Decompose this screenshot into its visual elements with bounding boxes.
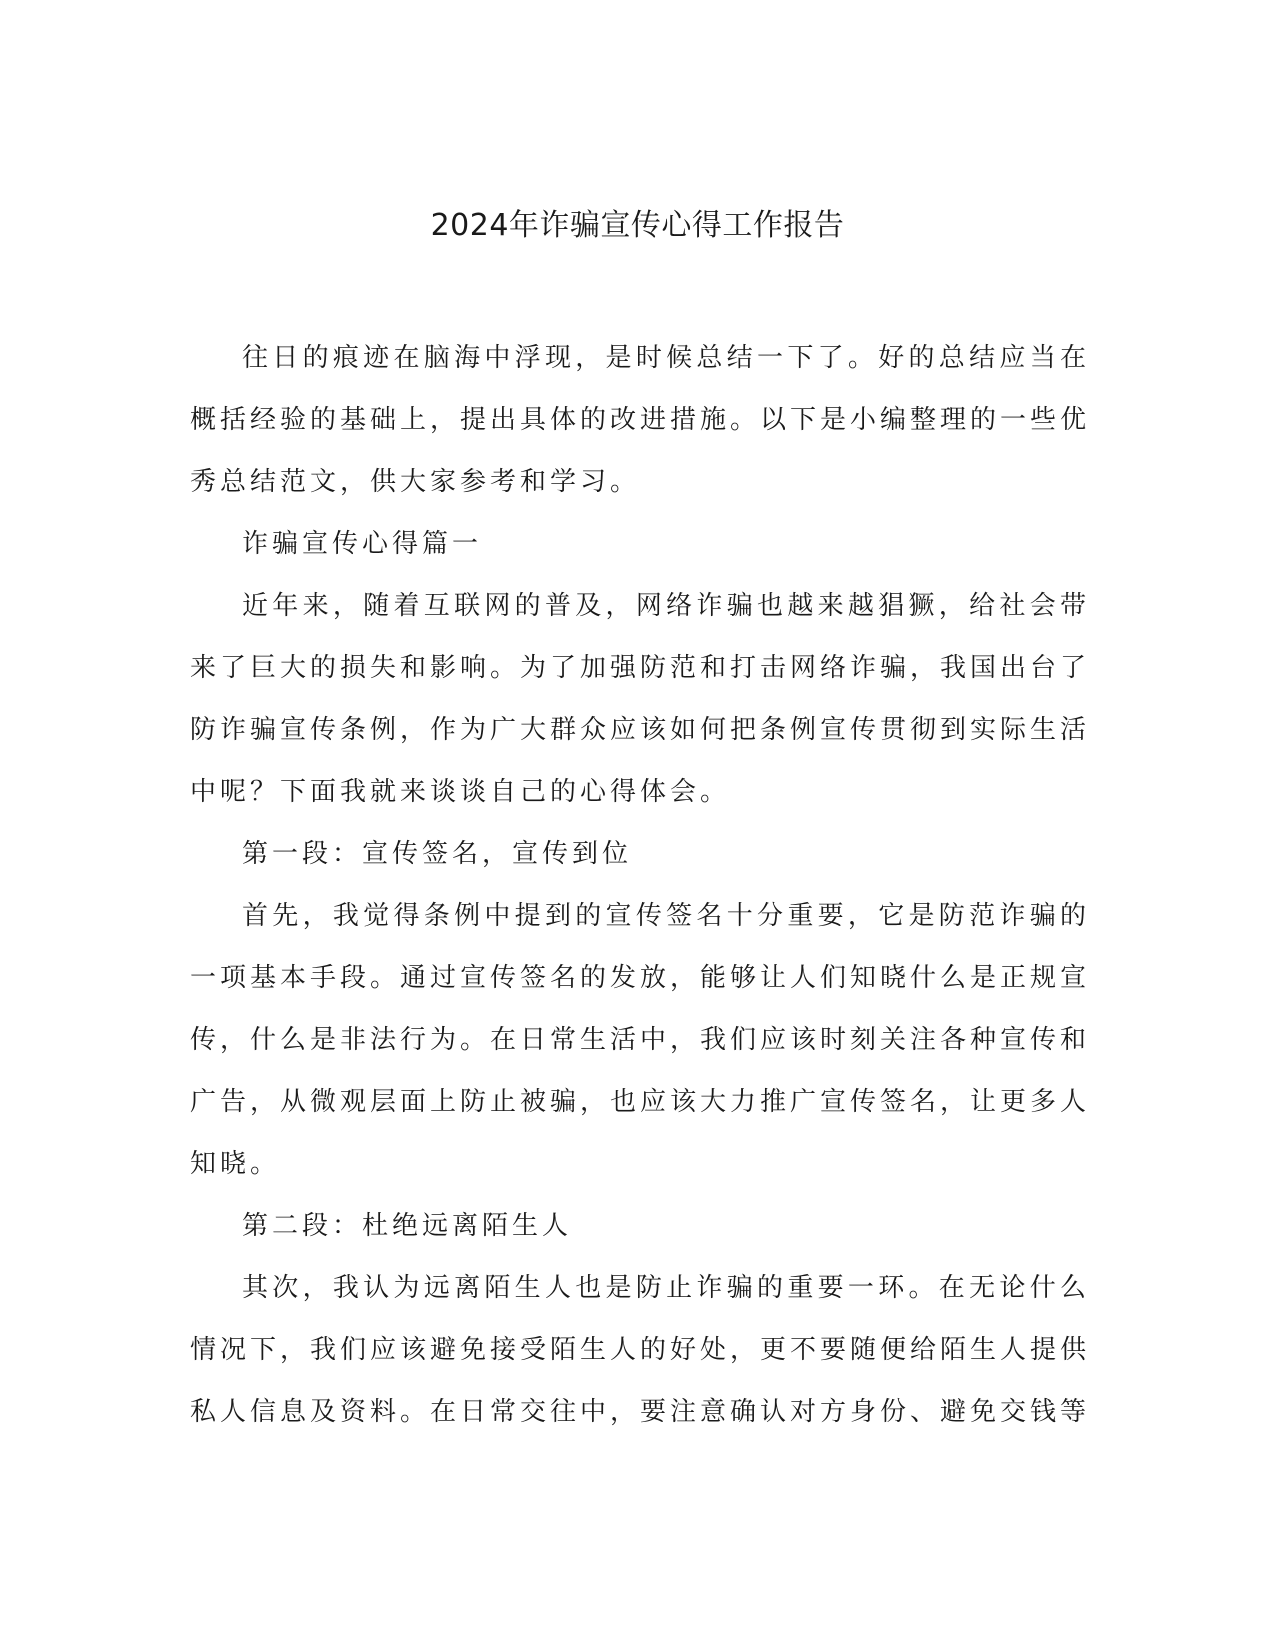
subsection-heading: 第二段：杜绝远离陌生人 <box>242 1211 573 1241</box>
subsection-heading: 第一段：宣传签名，宣传到位 <box>242 839 633 869</box>
body-paragraph: 其次，我认为远离陌生人也是防止诈骗的重要一环。在无论什么情况下，我们应该避免接受陌生人的好处，更不要随便给陌生人提供私人信息及资料。在日常交往中，要注意确认对方身份、避免交钱等 <box>190 1273 1091 1427</box>
section-heading: 诈骗宣传心得篇一 <box>242 529 483 559</box>
document-title: 2024年诈骗宣传心得工作报告 <box>430 208 845 243</box>
body-paragraph: 首先，我觉得条例中提到的宣传签名十分重要，它是防范诈骗的一项基本手段。通过宣传签名的发放，能够让人们知晓什么是正规宣传，什么是非法行为。在日常生活中，我们应该时刻关注各种宣传和广告，从微观层面上防止被骗，也应该大力推广宣传签名，让更多人知晓。 <box>190 901 1091 1179</box>
body-paragraph: 近年来，随着互联网的普及，网络诈骗也越来越猖獗，给社会带来了巨大的损失和影响。为了加强防范和打击网络诈骗，我国出台了防诈骗宣传条例，作为广大群众应该如何把条例宣传贯彻到实际生活中呢？下面我就来谈谈自己的心得体会。 <box>190 591 1091 807</box>
intro-paragraph: 往日的痕迹在脑海中浮现，是时候总结一下了。好的总结应当在概括经验的基础上，提出具体的改进措施。以下是小编整理的一些优秀总结范文，供大家参考和学习。 <box>190 343 1091 497</box>
document-body <box>190 327 1090 1443</box>
